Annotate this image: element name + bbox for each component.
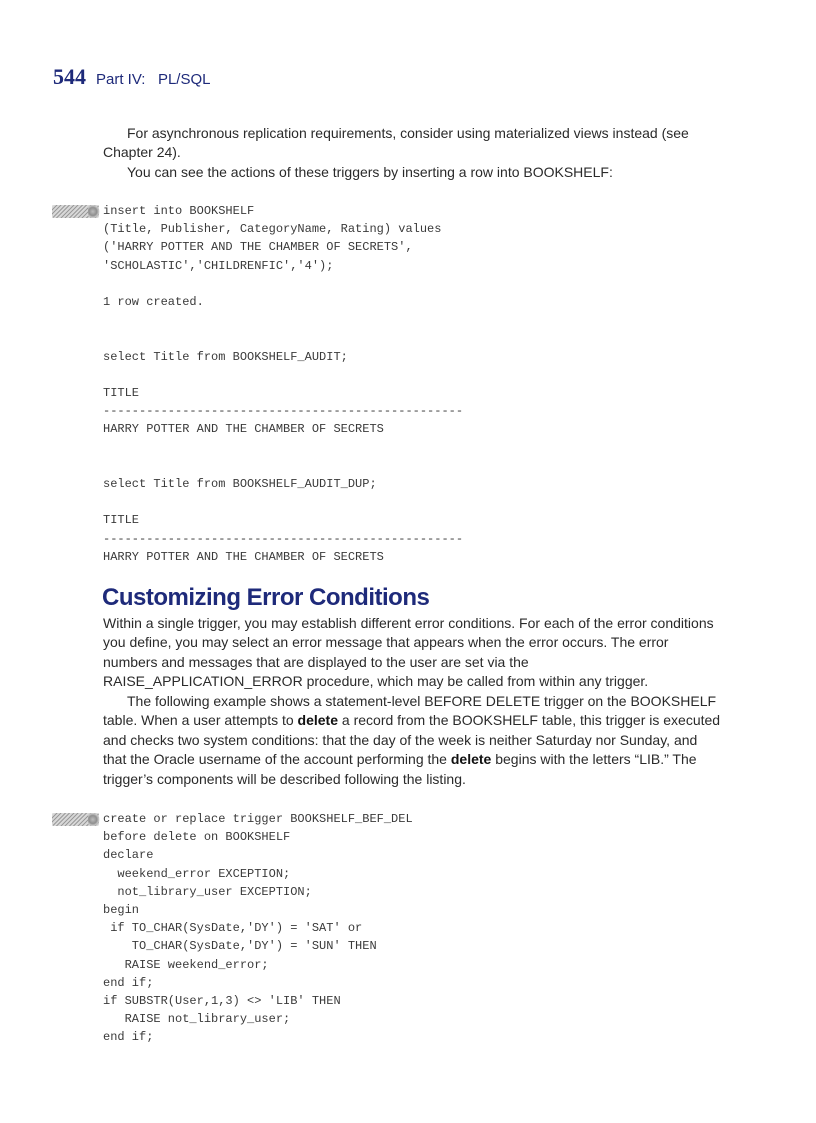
- code-line: select Title from BOOKSHELF_AUDIT;: [103, 349, 348, 364]
- code-block-trigger: [103, 810, 413, 1047]
- code-line: ('HARRY POTTER AND THE CHAMBER OF SECRETS',: [103, 240, 413, 255]
- code-line: if TO_CHAR(SysDate,'DY') = 'SAT' or: [103, 921, 363, 936]
- code-line: RAISE not_library_user;: [103, 1012, 291, 1027]
- code-line: if SUBSTR(User,1,3) <> 'LIB' THEN: [103, 994, 341, 1009]
- intro-paragraph-2: You can see the actions of these triggers by inserting a row into BOOKSHELF:: [127, 164, 613, 180]
- code-line: end if;: [103, 975, 154, 990]
- code-line: end if;: [103, 1030, 154, 1045]
- code-block-insert: [103, 202, 463, 566]
- intro-paragraph-1: For asynchronous replication requirements, consider using materialized views instead (see Chapter 24).: [103, 125, 689, 161]
- section-paragraph-1: Within a single trigger, you may establish different error conditions. For each of the error conditions you define, you may select an error message that appears when the error occurs. The error numbers and messages that are displayed to the user are set via the RAISE_APPLICATION_ERROR procedure, which may be called from within any trigger.: [103, 615, 714, 690]
- code-line: declare: [103, 848, 154, 863]
- page-header: [53, 64, 211, 90]
- section-heading: Customizing Error Conditions: [102, 584, 430, 611]
- code-line: weekend_error EXCEPTION;: [103, 866, 291, 881]
- keyword-delete: delete: [297, 712, 339, 729]
- code-line: select Title from BOOKSHELF_AUDIT_DUP;: [103, 477, 377, 492]
- keyword-delete: delete: [450, 751, 492, 768]
- page-number: 544: [53, 64, 86, 89]
- code-line: not_library_user EXCEPTION;: [103, 884, 312, 899]
- paragraph-text: a record from the BOOKSHELF table, this trigger is executed and checks two system conditions: that the day of the week is neither Saturday nor Sunday, and that the Oracle username of the account performing the: [103, 712, 721, 768]
- code-line: HARRY POTTER AND THE CHAMBER OF SECRETS: [103, 549, 384, 564]
- code-line: --------------------------------------------------: [103, 404, 464, 419]
- code-line: RAISE weekend_error;: [103, 957, 269, 972]
- paragraph-text: The following example shows a statement-level BEFORE DELETE trigger on the BOOKSHELF table. When a user attempts to: [103, 693, 717, 729]
- paragraph-text: begins with the letters “LIB.” The trigger’s components will be described following the listing.: [103, 751, 697, 787]
- code-line: --------------------------------------------------: [103, 531, 464, 546]
- code-line: HARRY POTTER AND THE CHAMBER OF SECRETS: [103, 422, 384, 437]
- code-line: create or replace trigger BOOKSHELF_BEF_DEL: [103, 812, 413, 826]
- code-line: TITLE: [103, 513, 140, 528]
- code-line: insert into BOOKSHELF: [103, 204, 255, 218]
- code-line: 'SCHOLASTIC','CHILDRENFIC','4');: [103, 258, 334, 273]
- code-line: TITLE: [103, 386, 140, 401]
- part-label: Part IV: PL/SQL: [96, 71, 211, 88]
- section-paragraph-2: [103, 692, 721, 789]
- code-line: before delete on BOOKSHELF: [103, 830, 291, 845]
- code-line: 1 row created.: [103, 295, 204, 310]
- code-marker-icon: [52, 813, 99, 826]
- code-line: (Title, Publisher, CategoryName, Rating) values: [103, 222, 442, 237]
- code-marker-icon: [52, 205, 99, 218]
- code-line: begin: [103, 903, 140, 918]
- code-line: TO_CHAR(SysDate,'DY') = 'SUN' THEN: [103, 939, 377, 954]
